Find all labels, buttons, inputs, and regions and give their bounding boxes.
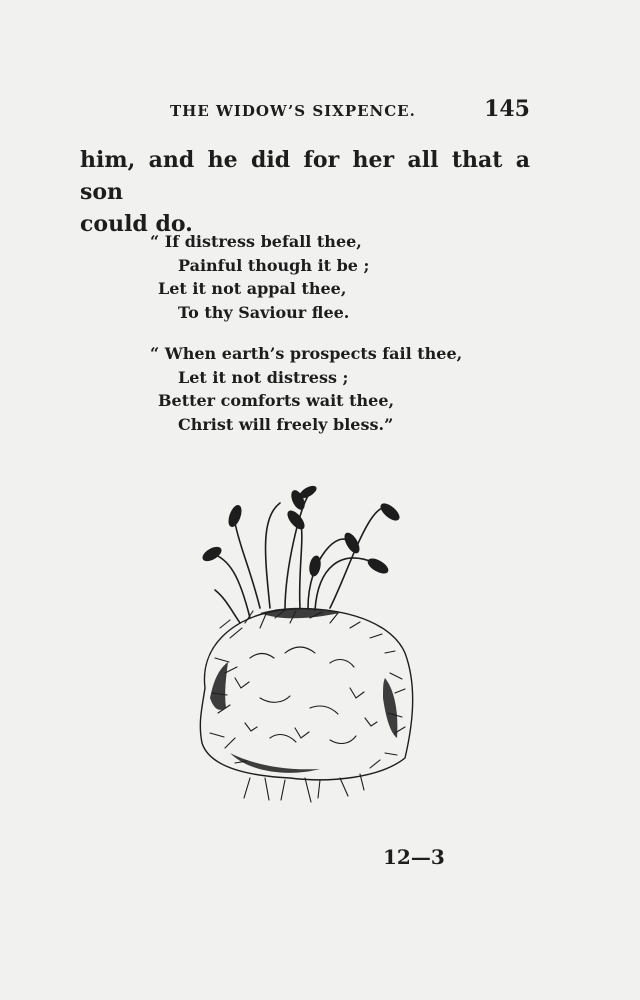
moss-shading: [210, 608, 397, 773]
poem-line: Painful though it be ;: [178, 255, 370, 275]
running-header: [170, 96, 530, 126]
poem-line: Let it not appal thee,: [158, 279, 347, 298]
moss-texture: [210, 610, 405, 802]
poem-line: To thy Saviour flee.: [178, 302, 350, 322]
page-number: 145: [484, 96, 530, 122]
poem-line: Better comforts wait thee,: [158, 391, 395, 410]
poem-stanza-2: [150, 342, 470, 436]
printer-signature-mark: 12—3: [383, 845, 445, 869]
prose-line: could do.: [80, 211, 193, 237]
running-title: THE WIDOW’S SIXPENCE.: [170, 102, 416, 120]
moss-engraving-illustration: [190, 478, 420, 808]
poem-line: Let it not distress ;: [178, 367, 349, 387]
poem-line: “ If distress befall thee,: [150, 232, 362, 251]
poem-line: Christ will freely bless.”: [178, 414, 394, 434]
poem-stanza-1: [150, 230, 470, 324]
prose-paragraph: [80, 144, 530, 240]
poem-line: “ When earth’s prospects fail thee,: [150, 344, 463, 363]
prose-line: him, and he did for her all that a son: [80, 147, 530, 205]
